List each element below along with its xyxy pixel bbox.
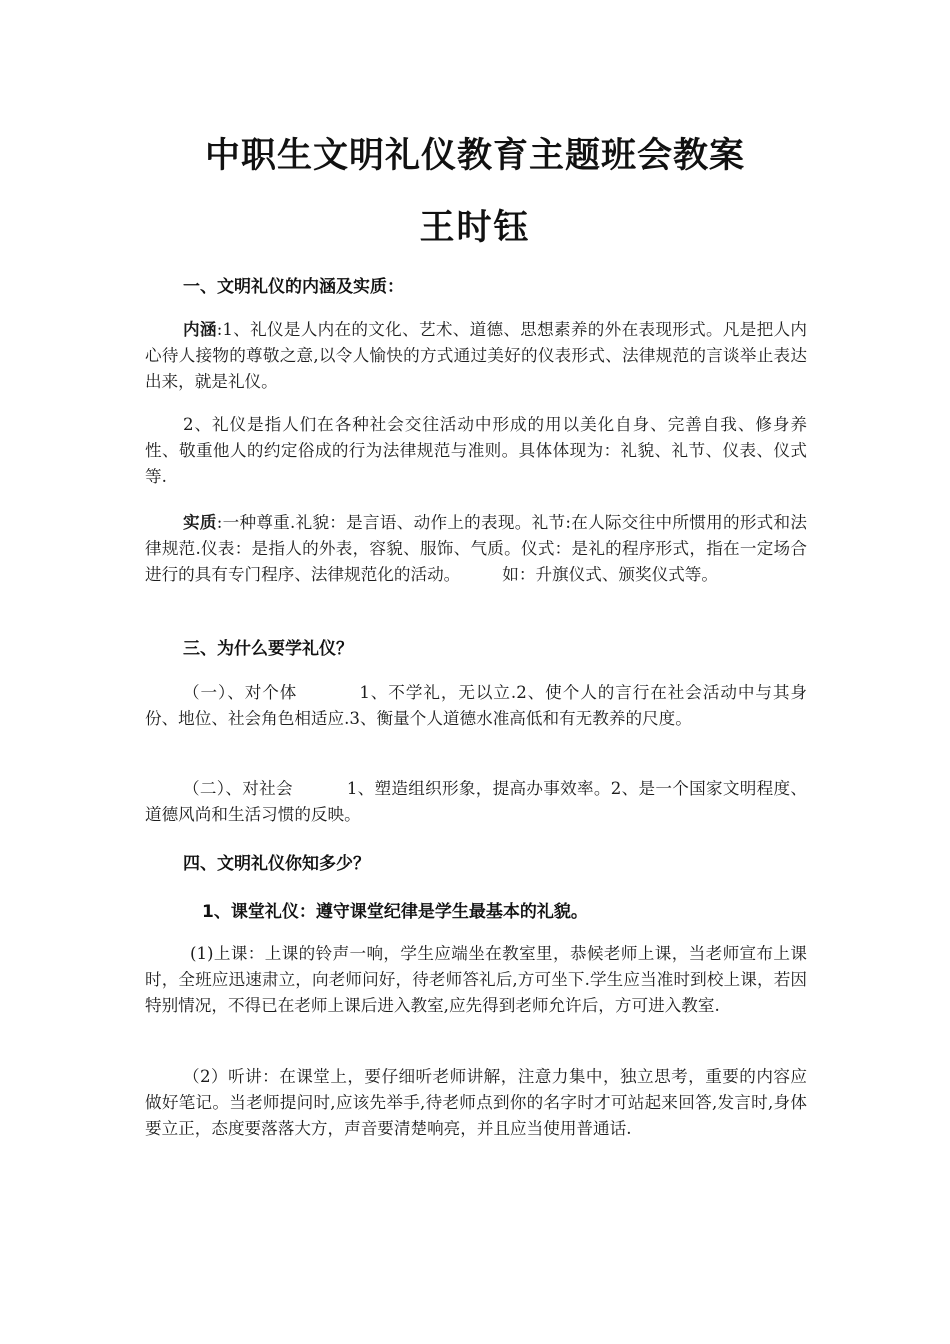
paragraph-text: :一种尊重.礼貌：是言语、动作上的表现。礼节:在人际交往中所惯用的形式和法律规范.仪表：是指人的外表，容貌、服饰、气质。仪式：是礼的程序形式，指在一定场合进行的具有专门程序、法律规范化的活动。 bbox=[145, 513, 807, 584]
section-heading-1: 一、文明礼仪的内涵及实质： bbox=[183, 277, 404, 297]
paragraph-listening: （2）听讲：在课堂上，要仔细听老师讲解，注意力集中，独立思考，重要的内容应做好笔记。当老师提问时,应该先举手,待老师点到你的名字时才可站起来回答,发言时,身体要立正，态度要落落大方，声音要清楚响亮，并且应当使用普通话. bbox=[145, 1067, 807, 1138]
document-author: 王时钰 bbox=[419, 208, 531, 248]
paragraph-connotation-1 bbox=[145, 317, 807, 395]
paragraph-text: 1、塑造组织形象，提高办事效率。2、是一个国家文明程度、道德风尚和生活习惯的反映。 bbox=[145, 779, 807, 824]
paragraph-class-start: (1)上课：上课的铃声一响，学生应端坐在教室里，恭候老师上课，当老师宣布上课时，全班应迅速肃立，向老师问好，待老师答礼后,方可坐下.学生应当准时到校上课，若因特别情况，不得已在老师上课后进入教室,应先得到老师允许后，方可进入教室. bbox=[145, 944, 807, 1015]
document-title: 中职生文明礼仪教育主题班会教案 bbox=[204, 136, 745, 176]
paragraph-text: 1、不学礼，无以立.2、使个人的言行在社会活动中与其身份、地位、社会角色相适应.3、衡量个人道德水准高低和有无教养的尺度。 bbox=[145, 683, 807, 728]
section-heading-4: 四、文明礼仪你知多少？ bbox=[183, 854, 370, 874]
label-society: （二）、对社会 bbox=[183, 779, 293, 798]
paragraph-individual bbox=[145, 680, 807, 732]
paragraph-society bbox=[145, 776, 807, 828]
label-individual: （一）、对个体 bbox=[183, 683, 298, 702]
subsection-heading-classroom: 1、课堂礼仪：遵守课堂纪律是学生最基本的礼貌。 bbox=[202, 902, 588, 922]
label-essence: 实质 bbox=[183, 513, 217, 532]
section-heading-3: 三、为什么要学礼仪？ bbox=[183, 639, 353, 659]
paragraph-text: :1、礼仪是人内在的文化、艺术、道德、思想素养的外在表现形式。凡是把人内心待人接物的尊敬之意,以令人愉快的方式通过美好的仪表形式、法律规范的言谈举止表达出来，就是礼仪。 bbox=[145, 320, 808, 391]
paragraph-connotation-2: 2、礼仪是指人们在各种社会交往活动中形成的用以美化自身、完善自我、修身养性、敬重他人的约定俗成的行为法律规范与准则。具体体现为：礼貌、礼节、仪表、仪式等. bbox=[145, 415, 807, 486]
label-connotation: 内涵 bbox=[183, 320, 217, 339]
paragraph-text-example: 如：升旗仪式、颁奖仪式等。 bbox=[502, 565, 718, 584]
paragraph-essence bbox=[145, 510, 807, 588]
